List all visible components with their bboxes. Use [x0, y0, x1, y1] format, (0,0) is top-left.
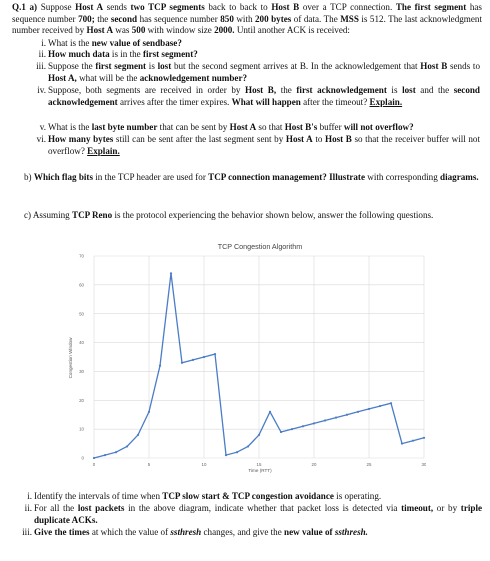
text-run: and the	[415, 85, 454, 95]
text-run: Host A	[75, 2, 104, 12]
text-run: Host B's	[284, 122, 318, 132]
text-run: arrives after the timer expires.	[117, 96, 232, 107]
text-run: 850	[220, 13, 234, 24]
tcp-congestion-chart	[62, 236, 426, 480]
text-run: What is the	[48, 38, 92, 48]
text-run: first segment	[95, 61, 147, 71]
chart-grid	[94, 256, 424, 458]
data-point	[225, 454, 227, 456]
text-run: is the protocol experiencing the behavior shown below, answer the following questions.	[112, 210, 434, 220]
text-run: is in the	[109, 49, 143, 59]
y-tick-label: 70	[79, 253, 84, 259]
data-point	[291, 428, 293, 430]
data-point	[93, 457, 95, 459]
text-run: Suppose	[40, 2, 76, 12]
y-axis-label: Congestion Window	[68, 337, 73, 379]
y-tick-label: 30	[79, 369, 84, 375]
text-run: lost	[402, 85, 416, 95]
data-point	[148, 411, 150, 413]
q1-item-vi: vi. How many bytes still can be sent after the last segment sent by Host A to Host B so that the receiver buffer will not overflow? Explain.	[36, 134, 481, 156]
q1-part-c	[24, 210, 482, 222]
y-tick-label: 50	[79, 311, 84, 317]
x-tick-label: 20	[311, 462, 317, 467]
text-run: new value of	[284, 527, 335, 537]
data-point	[236, 451, 238, 453]
y-tick-label: 60	[79, 282, 84, 288]
text-run: Explain.	[369, 96, 403, 107]
x-tick-label: 5	[147, 462, 151, 467]
data-point	[423, 437, 425, 439]
text-run: diagrams.	[440, 172, 479, 182]
text-run: new value of sendbase?	[91, 38, 182, 48]
text-run: first segment?	[142, 49, 198, 59]
data-point	[170, 272, 172, 274]
y-tick-label: 20	[79, 397, 84, 403]
text-run: is	[386, 85, 403, 95]
y-tick-label: 0	[81, 455, 84, 461]
q1-part-b	[24, 172, 482, 184]
data-point	[324, 419, 326, 421]
text-run: Give the times	[34, 527, 90, 537]
chart-ticks	[79, 254, 426, 467]
x-tick-label: 25	[366, 462, 372, 467]
text-run: in the above diagram, indicate whether that packet loss is detected via	[124, 503, 402, 513]
text-run: in the TCP header are used for	[92, 172, 209, 182]
data-point	[192, 359, 194, 361]
text-run: Host A	[285, 134, 313, 144]
data-point	[280, 431, 282, 433]
text-run: 500	[131, 25, 146, 36]
text-run: the	[276, 85, 297, 95]
text-run: How many bytes	[48, 134, 114, 144]
text-run: after the timeout?	[300, 96, 370, 107]
text-run: acknowledgement number?	[139, 72, 248, 83]
q1-item-v: v. What is the last byte number that can be sent by Host A so that Host B's buffer will not overflow?	[39, 122, 414, 132]
chart-title: TCP Congestion Algorithm	[217, 242, 303, 251]
text-run: Suppose, both segments are received in order by	[48, 85, 245, 95]
text-run: will not overflow?	[343, 122, 414, 132]
text-run: of data. The	[291, 13, 341, 24]
text-run: Host B	[271, 2, 300, 12]
x-axis-label: Time (RTT)	[248, 468, 272, 473]
text-run: sends to	[447, 61, 480, 71]
y-tick-label: 40	[79, 340, 84, 346]
data-point	[346, 414, 348, 416]
text-run: Host A	[229, 122, 257, 132]
data-point	[181, 362, 183, 364]
text-run: so that	[256, 122, 285, 132]
q1-intro	[12, 2, 482, 37]
data-point	[258, 434, 260, 436]
data-point	[247, 445, 249, 447]
data-point	[401, 442, 403, 444]
text-run: Suppose the	[48, 61, 96, 71]
text-run: buffer	[317, 122, 344, 132]
data-point	[269, 411, 271, 413]
data-point	[302, 425, 304, 427]
data-point	[126, 445, 128, 447]
data-point	[137, 434, 139, 436]
text-run: TCP slow start & TCP congestion avoidance	[162, 491, 334, 501]
text-run: timeout,	[401, 503, 434, 513]
q1-label: Q.1 a)	[12, 2, 38, 12]
text-run: with	[233, 13, 255, 24]
data-point	[159, 365, 161, 367]
text-run: 200 bytes	[255, 13, 292, 24]
text-run: is 512. The last acknowledgment number received by	[12, 13, 482, 36]
text-run: c) Assuming	[24, 210, 72, 220]
text-run: Explain.	[87, 145, 120, 156]
text-run: is	[146, 61, 158, 71]
data-point	[214, 353, 216, 355]
text-run: Host A,	[48, 72, 77, 83]
text-run: sends	[103, 2, 131, 12]
text-run: Host B,	[245, 85, 277, 95]
q1-c-item-i: i. Identify the intervals of time when TCP slow start & TCP congestion avoidance is operating.	[27, 491, 382, 501]
y-tick-label: 10	[79, 426, 84, 432]
x-tick-label: 10	[201, 462, 207, 467]
text-run: second acknowledgement	[48, 85, 480, 107]
text-run: is operating.	[333, 491, 382, 501]
q1-c-item-ii: ii. For all the lost packets in the above diagram, indicate whether that packet loss is detected via timeout, or by triple duplicate ACKs.	[24, 503, 483, 525]
text-run: has sequence number	[12, 2, 482, 24]
data-point	[357, 411, 359, 413]
text-run: For all the	[34, 503, 78, 513]
text-run: Identify the intervals of time when	[34, 491, 163, 501]
data-point	[203, 356, 205, 358]
text-run: Host A	[86, 25, 114, 36]
q1-item-i: i. What is the new value of sendbase?	[41, 38, 182, 48]
text-run: ssthresh.	[334, 527, 368, 537]
q1-item-ii: ii. How much data is in the first segment?	[38, 49, 198, 59]
text-run: with corresponding	[365, 172, 441, 182]
text-run: or by	[433, 503, 461, 513]
text-run: was	[113, 25, 132, 36]
data-point	[390, 402, 392, 404]
text-run: MSS	[340, 13, 359, 24]
q1-intro-text	[12, 2, 482, 35]
text-run: that can be sent by	[157, 122, 230, 132]
text-run: What will happen	[231, 96, 301, 107]
text-run: still can be sent after the last segment sent by	[113, 134, 286, 144]
data-point	[313, 422, 315, 424]
x-tick-label: 15	[256, 462, 262, 467]
text-run: lost	[157, 61, 172, 71]
q1-item-iii: iii. Suppose the first segment is lost but the second segment arrives at B. In the acknowledgement that Host B sends to Host A, what will be the acknowledgement number?	[36, 61, 480, 83]
x-tick-label: 30	[421, 462, 426, 467]
text-run: last byte number	[91, 122, 158, 132]
text-run: over a TCP connection.	[299, 2, 396, 12]
text-run: the	[94, 13, 111, 24]
data-point	[412, 440, 414, 442]
text-run: to	[312, 134, 326, 144]
text-run: lost packets	[77, 503, 125, 513]
text-run: Which flag bits	[33, 172, 93, 182]
data-point	[115, 451, 117, 453]
text-run: second	[110, 13, 138, 24]
text-run: ssthresh	[170, 527, 202, 537]
chart-svg	[62, 236, 426, 480]
text-run: but the second segment arrives at B. In the acknowledgement that	[171, 61, 421, 71]
data-point	[104, 454, 106, 456]
text-run: b)	[24, 172, 34, 182]
q1-item-iv: iv. Suppose, both segments are received in order by Host B, the first acknowledgement is lost and the second acknowledgement arrives after the timer expires. What will happen after the timeout? Explain.	[37, 85, 480, 107]
q1-c-item-iii: iii. Give the times at which the value of ssthresh changes, and give the new value of ssthresh.	[22, 527, 368, 537]
text-run: what will be the	[76, 72, 140, 83]
text-run: first acknowledgement	[296, 85, 387, 95]
text-run: The first segment	[395, 2, 467, 12]
text-run: TCP connection management? Illustrate	[208, 172, 365, 182]
text-run: has sequence number	[137, 13, 221, 24]
text-run: What is the	[48, 122, 92, 132]
text-run: back to back to	[204, 2, 272, 12]
text-run: triple duplicate ACKs.	[34, 503, 483, 525]
text-run: 700;	[78, 13, 95, 24]
data-point	[379, 405, 381, 407]
text-run: changes, and give the	[201, 527, 285, 537]
text-run: two TCP segments	[130, 2, 205, 12]
data-point	[335, 417, 337, 419]
text-run: 2000.	[214, 25, 235, 36]
text-run: Host B	[420, 61, 448, 71]
data-point	[368, 408, 370, 410]
text-run: TCP Reno	[72, 210, 113, 220]
text-run: Until another ACK is received:	[234, 25, 350, 36]
text-run: How much data	[48, 49, 110, 59]
text-run: at which the value of	[89, 527, 171, 537]
text-run: with window size	[145, 25, 215, 36]
text-run: so that the receiver buffer will not overflow?	[48, 134, 481, 156]
text-run: Host B	[325, 134, 352, 144]
x-tick-label: 0	[92, 462, 96, 467]
